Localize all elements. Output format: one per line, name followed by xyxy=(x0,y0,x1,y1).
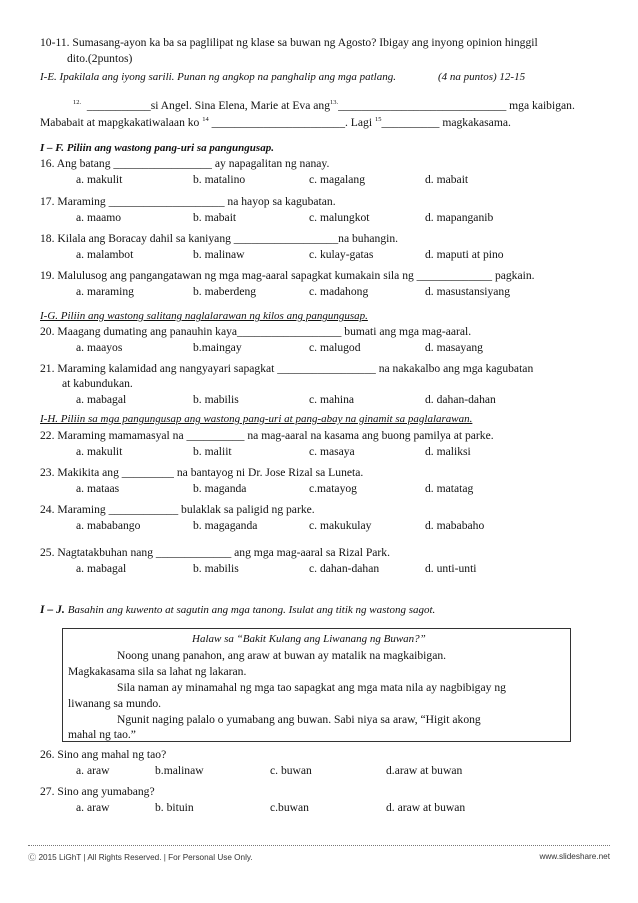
section-h-title: I-H. Piliin sa mga pangungusap ang wastong pang-uri at pang-abay na ginamit sa paglalarawan. xyxy=(40,413,473,425)
q24-option-c[interactable]: c. makukulay xyxy=(309,519,372,532)
q10-11-line1: 10-11. Sumasang-ayon ka ba sa paglilipat ng klase sa buwan ng Agosto? Ibigay ang inyong opinion hinggil xyxy=(40,36,538,49)
q17-option-c[interactable]: c. malungkot xyxy=(309,211,370,224)
q23-option-a[interactable]: a. mataas xyxy=(76,482,120,495)
q24-text: 24. Maraming ____________ bulaklak sa paligid ng parke. xyxy=(40,503,315,516)
blank-number-13: 13. xyxy=(330,99,339,107)
q24-option-d[interactable]: d. mababaho xyxy=(425,519,485,532)
q24-option-a[interactable]: a. mababango xyxy=(76,519,141,532)
q18-option-a[interactable]: a. malambot xyxy=(76,248,134,261)
q16-option-d[interactable]: d. mabait xyxy=(425,173,469,186)
story-line-4: liwanang sa mundo. xyxy=(68,697,162,710)
section-j-instruction: Basahin ang kuwento at sagutin ang mga tanong. Isulat ang titik ng wastong sagot. xyxy=(67,604,436,616)
q17-text: 17. Maraming ____________________ na hayop sa kagubatan. xyxy=(40,195,336,208)
story-line-6: mahal ng tao.” xyxy=(68,728,136,741)
q25-option-a[interactable]: a. mabagal xyxy=(76,562,127,575)
story-line-1: Noong unang panahon, ang araw at buwan ay matalik na magkaibigan. xyxy=(117,649,447,662)
q16-text: 16. Ang batang _________________ ay napagalitan ng nanay. xyxy=(40,157,330,170)
section-e-text2: _____________________________ mga kaibigan. xyxy=(338,99,575,112)
section-e-line1 xyxy=(73,100,575,112)
section-e-points: (4 na puntos) 12-15 xyxy=(438,71,526,83)
section-e-text4: _______________________. Lagi xyxy=(211,116,373,129)
q10-11-line2: dito.(2puntos) xyxy=(67,52,133,65)
q20-option-b[interactable]: b.maingay xyxy=(193,341,242,354)
section-e-instruction: I-E. Ipakilala ang iyong sarili. Punan ng angkop na panghalip ang mga patlang. xyxy=(40,71,396,83)
q27-option-a[interactable]: a. araw xyxy=(76,801,110,814)
q27-option-b[interactable]: b. bituin xyxy=(155,801,194,814)
q25-option-b[interactable]: b. mabilis xyxy=(193,562,239,575)
q27-option-d[interactable]: d. araw at buwan xyxy=(386,801,466,814)
q23-option-c[interactable]: c.matayog xyxy=(309,482,357,495)
q18-option-c[interactable]: c. kulay-gatas xyxy=(309,248,374,261)
q22-option-a[interactable]: a. makulit xyxy=(76,445,123,458)
section-j-title xyxy=(40,604,435,616)
q20-option-a[interactable]: a. maayos xyxy=(76,341,123,354)
q16-option-c[interactable]: c. magalang xyxy=(309,173,366,186)
q25-option-d[interactable]: d. unti-unti xyxy=(425,562,477,575)
q17-option-b[interactable]: b. mabait xyxy=(193,211,237,224)
q21-option-a[interactable]: a. mabagal xyxy=(76,393,127,406)
q23-option-d[interactable]: d. matatag xyxy=(425,482,474,495)
q26-option-d[interactable]: d.araw at buwan xyxy=(386,764,463,777)
q20-option-c[interactable]: c. malugod xyxy=(309,341,361,354)
q26-option-b[interactable]: b.malinaw xyxy=(155,764,204,777)
q18-option-d[interactable]: d. maputi at pino xyxy=(425,248,504,261)
blank-number-15: 15 xyxy=(374,116,382,124)
q19-option-b[interactable]: b. maberdeng xyxy=(193,285,257,298)
q21-option-b[interactable]: b. mabilis xyxy=(193,393,239,406)
q19-option-a[interactable]: a. maraming xyxy=(76,285,134,298)
q24-option-b[interactable]: b. magaganda xyxy=(193,519,258,532)
q20-option-d[interactable]: d. masayang xyxy=(425,341,483,354)
story-line-5: Ngunit naging palalo o yumabang ang buwan. Sabi niya sa araw, “Higit akong xyxy=(117,713,481,726)
q17-option-a[interactable]: a. maamo xyxy=(76,211,122,224)
q25-text: 25. Nagtatakbuhan nang _____________ ang mga mag-aaral sa Rizal Park. xyxy=(40,546,390,559)
section-e-line2 xyxy=(40,117,511,129)
q21-line2: at kabundukan. xyxy=(62,377,133,390)
q21-line1: 21. Maraming kalamidad ang nangyayari sapagkat _________________ na nakakalbo ang mga kagubatan xyxy=(40,362,534,375)
q20-text: 20. Maagang dumating ang panauhin kaya__________________ bumati ang mga mag-aaral. xyxy=(40,325,472,338)
q25-option-c[interactable]: c. dahan-dahan xyxy=(309,562,380,575)
q26-text: 26. Sino ang mahal ng tao? xyxy=(40,748,167,761)
section-e-text1: ___________si Angel. Sina Elena, Marie at Eva ang xyxy=(86,99,331,112)
q17-option-d[interactable]: d. mapanganib xyxy=(425,211,494,224)
q23-text: 23. Makikita ang _________ na bantayog ni Dr. Jose Rizal sa Luneta. xyxy=(40,466,364,479)
q26-option-c[interactable]: c. buwan xyxy=(270,764,312,777)
q18-text: 18. Kilala ang Boracay dahil sa kaniyang __________________na buhangin. xyxy=(40,232,399,245)
section-e-text5: __________ magkakasama. xyxy=(381,116,511,129)
section-j-prefix: I – J. xyxy=(40,603,65,616)
q26-option-a[interactable]: a. araw xyxy=(76,764,110,777)
section-g-title: I-G. Piliin ang wastong salitang naglalarawan ng kilos ang pangungusap. xyxy=(40,310,368,322)
q23-option-b[interactable]: b. maganda xyxy=(193,482,247,495)
q19-option-c[interactable]: c. madahong xyxy=(309,285,369,298)
q27-option-c[interactable]: c.buwan xyxy=(270,801,309,814)
q16-option-b[interactable]: b. matalino xyxy=(193,173,246,186)
q18-option-b[interactable]: b. malinaw xyxy=(193,248,245,261)
footer-copyright: Ⓒ 2015 LiGhT | All Rights Reserved. | For Personal Use Only. xyxy=(28,853,253,862)
q22-option-c[interactable]: c. masaya xyxy=(309,445,355,458)
story-line-3: Sila naman ay minamahal ng mga tao sapagkat ang mga mata nila ay nagbibigay ng xyxy=(117,681,506,694)
q19-text: 19. Malulusog ang pangangatawan ng mga mag-aaral sapagkat kumakain sila ng _____________ pagkain. xyxy=(40,269,535,282)
q22-text: 22. Maraming mamamasyal na __________ na mag-aaral na kasama ang buong pamilya at parke. xyxy=(40,429,494,442)
footer-divider xyxy=(28,845,610,846)
q27-text: 27. Sino ang yumabang? xyxy=(40,785,155,798)
story-heading: Halaw sa “Bakit Kulang ang Liwanang ng Buwan?” xyxy=(192,633,426,645)
q21-option-c[interactable]: c. mahina xyxy=(309,393,355,406)
section-f-title: I – F. Piliin ang wastong pang-uri sa pangungusap. xyxy=(40,142,274,154)
q16-option-a[interactable]: a. makulit xyxy=(76,173,123,186)
section-e-text3: Mababait at mapgkakatiwalaan ko xyxy=(40,116,200,129)
q22-option-b[interactable]: b. maliit xyxy=(193,445,232,458)
q21-option-d[interactable]: d. dahan-dahan xyxy=(425,393,496,406)
footer-site-link[interactable]: www.slideshare.net xyxy=(539,852,610,861)
story-line-2: Magkakasama sila sa lahat ng lakaran. xyxy=(68,665,247,678)
q22-option-d[interactable]: d. maliksi xyxy=(425,445,471,458)
blank-number-14: 14 xyxy=(202,116,209,124)
blank-number-12: 12. xyxy=(73,99,82,107)
q19-option-d[interactable]: d. masustansiyang xyxy=(425,285,511,298)
